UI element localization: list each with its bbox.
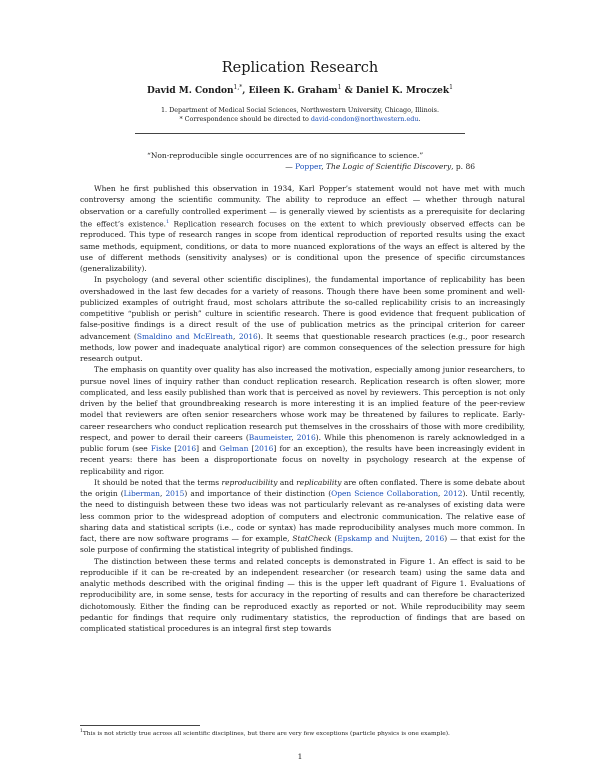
author-list xyxy=(0,84,600,96)
epigraph-separator: , xyxy=(321,162,327,171)
text-run: and xyxy=(277,477,297,487)
text-run: , xyxy=(291,432,297,442)
citation-year-link[interactable]: 2016 xyxy=(425,534,445,544)
affiliation-line: 1. Department of Medical Social Sciences, Northwestern University, Chicago, Illinois. xyxy=(160,106,439,114)
paragraph-1 xyxy=(80,183,525,274)
citation-year-link[interactable]: 2015 xyxy=(165,489,185,499)
paragraph-3 xyxy=(80,364,525,477)
correspondence-period: . xyxy=(418,115,421,123)
footnote-ref-link[interactable]: 1 xyxy=(166,218,170,225)
emphasis: reproducibility xyxy=(221,477,278,487)
citation-link[interactable]: Baumeister xyxy=(248,432,292,442)
emphasis: replicability xyxy=(296,477,342,487)
text-run: The emphasis on quantity over quality has also increased the motivation, especially among junior researchers, to pursue novel lines of inquiry rather than conduct replication research. Replication research is often slower, more complicated, and less easily published than work that is perceived as novel by reviewers. This perception is not only driven by the belief that groundbreaking research is more interesting it is an implied feature of the peer-review model that reviewers are often senior researchers whose work may be threatened by failures to replicate. Early-career researchers who conduct replication research put themselves in the crosshairs of those with more credibility, respect, and power to derail their careers ( xyxy=(80,365,525,442)
author-condon: David M. Condon xyxy=(147,86,234,96)
citation-year-link[interactable]: 2016 xyxy=(254,444,274,454)
text-run: It should be noted that the terms xyxy=(94,477,222,487)
text-run: , xyxy=(420,534,426,544)
text-run: The distinction between these terms and related concepts is demonstrated in Figure 1. An effect is said to be reproducible if it can be re-created by an independent researcher (or research team) using the same data and analytic methods described with the original finding — this is the upper left quadrant of Figure 1. Evaluations of reproducibility are, in some sense, tests for accuracy in the reporting of results and can therefore be characterized dichotomously. Either the finding can be reproduced exactly as reported or not. While reproducibility may seem pedantic for findings that require only rudimentary statistics, the reproduction of findings that are based on complicated statistical procedures is an integral first step towards xyxy=(80,556,525,634)
author-graham: Eileen K. Graham xyxy=(248,86,338,96)
emphasis: StatCheck xyxy=(292,534,332,544)
paragraph-4 xyxy=(80,477,525,556)
text-run: ). While this phenomenon is rarely acknowledged in a public forum (see xyxy=(80,432,525,454)
epigraph-quote: “Non-reproducible single occurrences are of no significance to science.” xyxy=(147,151,424,160)
citation-year-link[interactable]: 2016 xyxy=(296,432,316,442)
text-run: ] for an exception), the results have been increasingly evident in recent years: there has been a disproportionate focus on novelty in psychology research at the expense of replicability and rigor. xyxy=(80,444,525,476)
author-separator: , xyxy=(242,86,249,96)
text-run: ) — that exist for the sole purpose of confirming the statistical integrity of published findings. xyxy=(80,534,525,555)
author-mroczek-affiliation-mark: 1 xyxy=(449,84,453,91)
author-condon-affiliation-mark: 1,* xyxy=(233,84,243,91)
citation-year-link[interactable]: 2016 xyxy=(177,444,197,454)
text-run: When he first published this observation in 1934, Karl Popper’s statement would not have met with much controversy among the scientific community. The ability to reproduce an effect — whether through natural observation or a carefully controlled experiment — is generally viewed by scientists as a prerequisite for declaring the effect’s existence. xyxy=(80,184,525,229)
correspondence-text: * Correspondence should be directed to xyxy=(179,115,311,123)
author-mroczek: Daniel K. Mroczek xyxy=(355,86,450,96)
header-divider xyxy=(135,133,465,134)
citation-link[interactable]: Liberman xyxy=(123,489,160,499)
epigraph xyxy=(120,150,475,172)
text-run: ). Until recently, the need to distinguish between these two ideas was not particularly relevant as re-analyses of existing data were less common prior to the widespread adoption of computers and electronic communication. The relative ease of sharing data and statistical scripts (i.e., code or syntax) has made reproducibility analyses much more common. In fact, there are now software programs — for example, xyxy=(80,489,526,544)
paragraph-2 xyxy=(80,274,525,364)
text-run: [ xyxy=(248,444,255,454)
citation-link[interactable]: Gelman xyxy=(219,444,249,454)
citation-link[interactable]: Fiske xyxy=(150,444,172,454)
citation-link[interactable]: Open Science Collaboration xyxy=(331,489,439,499)
affiliations xyxy=(0,106,600,124)
citation-year-link[interactable]: 2012 xyxy=(443,489,463,499)
citation-link[interactable]: Smaldino and McElreath xyxy=(136,331,233,341)
footnote xyxy=(80,728,525,738)
correspondence-email-link[interactable]: david-condon@northwestern.edu xyxy=(310,115,419,123)
epigraph-page: , p. 86 xyxy=(451,162,475,171)
author-separator: & xyxy=(341,86,356,96)
text-run: Replication research focuses on the extent to which previously observed effects can be reproduced. This type of research ranges in scope from identical reproduction of reported results using the exact same methods, equipment, conditions, or data to more nuanced explorations of the ways an effect is altered by the use of different methods (sensitivity analyses) or is conditional upon the presence of specific circumstances (generalizability). xyxy=(80,219,526,274)
text-run: , xyxy=(159,489,166,499)
epigraph-dash: — xyxy=(285,162,296,171)
text-run: ] and xyxy=(196,444,220,454)
citation-year-link[interactable]: 2016 xyxy=(238,331,258,341)
author-graham-affiliation-mark: 1 xyxy=(337,84,342,91)
body-text xyxy=(80,183,525,634)
footnote-mark: 1 xyxy=(80,729,83,734)
paper-title: Replication Research xyxy=(221,60,379,76)
text-run: , xyxy=(232,331,239,341)
epigraph-author-link[interactable]: Popper xyxy=(295,162,322,171)
correspondence-line xyxy=(0,115,600,124)
page-number: 1 xyxy=(297,752,303,761)
epigraph-work-title: The Logic of Scientific Discovery xyxy=(326,162,452,171)
text-run: ). It seems that questionable research practices (e.g., poor research methods, low power and inadequate analytical rigor) are common consequences of the selection pressure for high research output. xyxy=(80,331,525,364)
text-run: ( xyxy=(331,534,338,544)
text-run: are often conflated. There is some debate about the origin ( xyxy=(80,477,526,499)
text-run: In psychology (and several other scientific disciplines), the fundamental importance of replicability has been overshadowed in the last few decades for a variety of reasons. Though there have been some prominent and well-publicized examples of outright fraud, most scholars attribute the so-called replicability crisis to an increasingly competitive “publish or perish” culture in scientific research. There is good evidence that frequent publication of false-positive findings is a direct result of the use of publication metrics as the principal criterion for career advancement ( xyxy=(80,275,525,341)
paragraph-5 xyxy=(80,556,525,635)
text-run: [ xyxy=(171,444,178,454)
text-run: ) and importance of their distinction ( xyxy=(184,489,332,499)
citation-link[interactable]: Epskamp and Nuijten xyxy=(337,534,420,544)
footnote-divider xyxy=(80,725,200,726)
text-run: , xyxy=(438,489,444,499)
epigraph-source xyxy=(120,161,475,172)
footnote-text: This is not strictly true across all scientific disciplines, but there are very few exceptions (particle physics is one example). xyxy=(82,730,450,737)
